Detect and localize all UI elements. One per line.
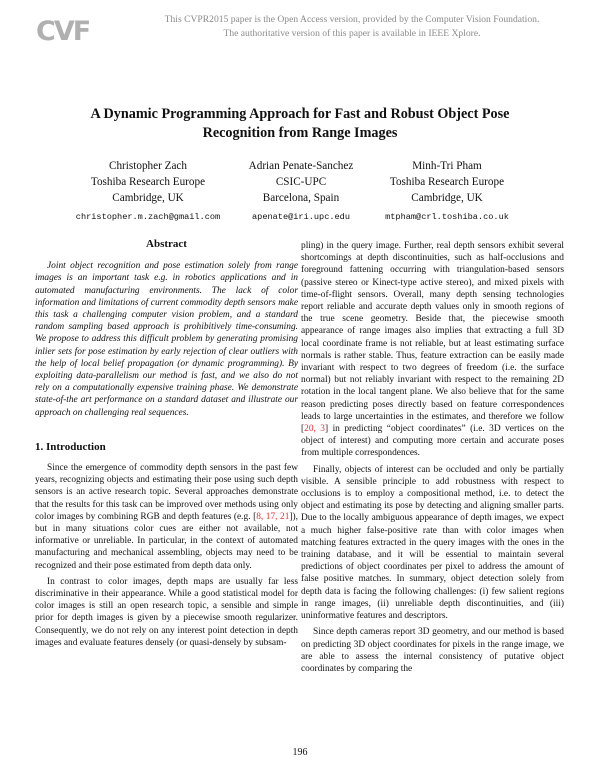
- text-run: ] in predicting “object coordinates” (i.e. 3D vertices on the object of interest) and computing more certain and accurate poses from multiple correspondences.: [301, 424, 564, 459]
- intro-paragraph-2: In contrast to color images, depth maps are usually far less discriminative in their appearance. While a good statistical model for color images is still an open research topic, a sensible and simple prior for depth images is given by a piecewise smooth regularizer. Consequently, we do not rely on any interest point detection in depth images and evaluate features densely (or quasi-densely by subsam-: [35, 576, 298, 648]
- abstract-heading: Abstract: [146, 238, 187, 250]
- title-line-2: Recognition from Range Images: [202, 125, 398, 141]
- text-run: ]), but in many situations color cues are either not available, not informative or unreliable. In particular, in the context of automated manufacturing and mechanical assembling, objects may need to be recognized and their pose estimated from depth data only.: [35, 511, 298, 571]
- right-column: [301, 240, 564, 675]
- text-run: Since the emergence of commodity depth sensors in the past few years, recognizing objects and estimating their pose using such depth sensors is an active research topic. Several approaches demonstrate that the results for this task can be improved over methods using only color images by combining RGB and depth features (e.g. [: [35, 463, 298, 522]
- author-name: Adrian Penate-Sanchez: [248, 160, 354, 172]
- text-run: pling) in the query image. Further, real depth sensors exhibit several shortcomings at depth discontinuities, such as half-occlusions and foreground fattening occurring with triangulation-based sensors (passive stereo or Kinect-type active stereo), and mixed pixels with time-of-flight sensors. Overall, many depth sensing technologies report reliable and accurate depth values only in smooth regions of the true scene geometry. Beside that, the piecewise smooth appearance of range images also implies that extracting a full 3D local coordinate frame is not reliable, but at least estimating surface normals is rather stable. Thus, feature extraction can be easily made invariant with respect to two degrees of freedom (i.e. the surface normal) but not reliably invariant with respect to the remaining 2D rotation in the local tangent plane. We also believe that for the same reason predicting poses directly based on feature correspondences leads to large uncertainties in the estimates, and therefore we follow [: [301, 241, 564, 435]
- author-name: Minh-Tri Pham: [412, 160, 482, 172]
- author-location: Cambridge, UK: [411, 192, 483, 204]
- author-location: Cambridge, UK: [112, 192, 184, 204]
- banner-line-1: This CVPR2015 paper is the Open Access version, provided by the Computer Vision Foundation.: [164, 14, 540, 25]
- citation-link[interactable]: 20, 3: [304, 424, 325, 435]
- author-block: [357, 158, 537, 225]
- page-number: 196: [292, 747, 308, 758]
- author-affiliation: Toshiba Research Europe: [389, 176, 505, 188]
- intro-paragraph-5: Since depth cameras report 3D geometry, and our method is based on predicting 3D object coordinates for pixels in the range image, we are able to assess the internal consistency of putative object coordinates by comparing the: [301, 627, 564, 674]
- left-column: [35, 238, 298, 649]
- author-affiliation: CSIC-UPC: [275, 176, 327, 188]
- author-location: Barcelona, Spain: [262, 192, 340, 204]
- intro-paragraph-1: [35, 462, 298, 572]
- author-name: Christopher Zach: [109, 160, 187, 172]
- cvf-logo: [34, 14, 96, 44]
- author-email[interactable]: mtpham@crl.toshiba.co.uk: [385, 212, 509, 222]
- banner-line-2: The authoritative version of this paper is available in IEEE Xplore.: [223, 28, 481, 39]
- citation-link[interactable]: 8, 17, 21: [256, 511, 290, 522]
- banner-text: [142, 13, 562, 41]
- intro-paragraph-3: [301, 240, 564, 460]
- paper-title: [60, 105, 540, 143]
- author-email[interactable]: apenate@iri.upc.edu: [252, 212, 350, 222]
- author-affiliation: Toshiba Research Europe: [90, 176, 206, 188]
- abstract-text: Joint object recognition and pose estimation solely from range images is an important task e.g. in robotics applications and in automated manufacturing environments. The lack of color information and limitations of current commodity depth sensors make this task a challenging computer vision problem, and a standard random sampling based approach is prohibitively time-consuming. We propose to address this difficult problem by generating promising inlier sets for pose estimation by early rejection of clear outliers with the help of local belief propagation (or dynamic programming). By exploiting data-parallelism our method is fast, and we also do not rely on a computationally expensive training phase. We demonstrate state-of-the art performance on a standard dataset and illustrate our approach on challenging real sequences.: [35, 261, 298, 418]
- intro-paragraph-4: Finally, objects of interest can be occluded and only be partially visible. A sensible principle to add robustness with respect to occlusions is to employ a compositional method, i.e. to detect the object and estimating its pose by detecting and aligning smaller parts. Due to the locally ambiguous appearance of depth images, we expect a much higher false-positive rate than with color images when matching features extracted in the query images with the ones in the training database, and it will be essential to maintain several predictions of object coordinates per pixel to address the amount of false positive matches. In summary, object detection solely from depth data is facing the following challenges: (i) few salient regions in range images, (ii) unreliable depth discontinuities, and (iii) uninformative features and descriptors.: [301, 464, 564, 622]
- title-line-1: A Dynamic Programming Approach for Fast and Robust Object Pose: [90, 106, 510, 122]
- svg-text:CVF: CVF: [36, 16, 90, 44]
- section-heading: 1. Introduction: [35, 440, 106, 453]
- open-access-banner: [34, 10, 574, 50]
- author-email[interactable]: christopher.m.zach@gmail.com: [75, 212, 221, 222]
